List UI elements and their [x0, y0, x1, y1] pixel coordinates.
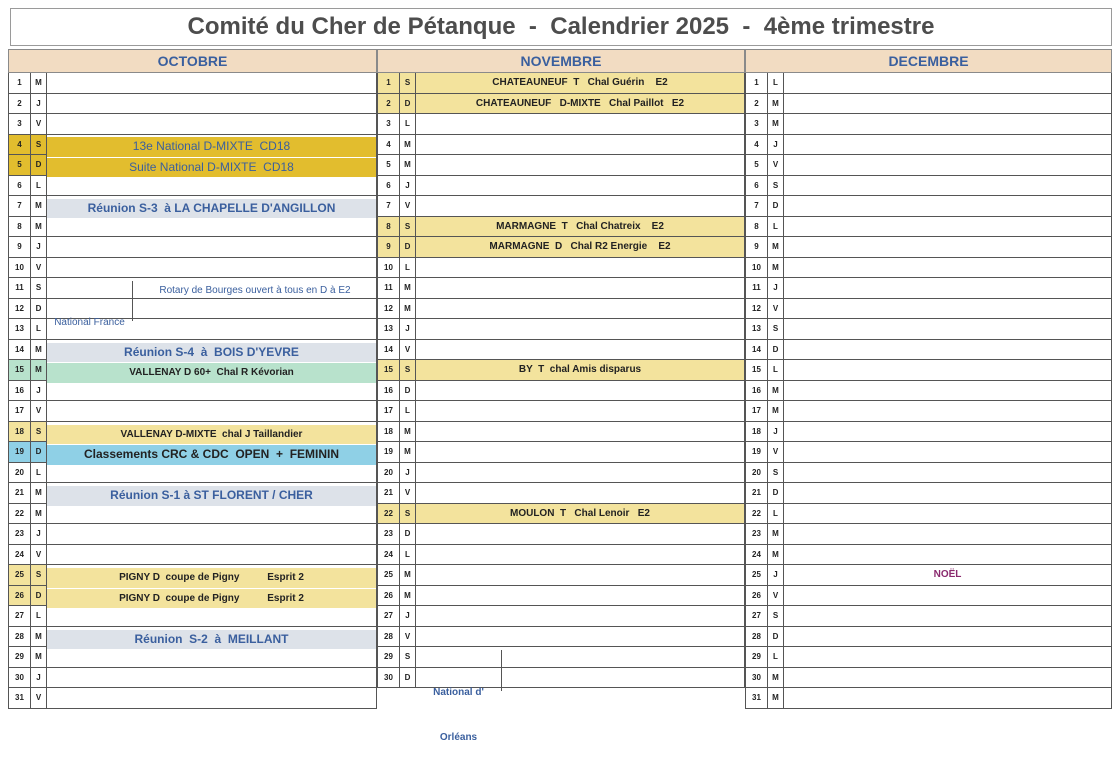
day-row	[377, 114, 745, 135]
day-letter: D	[400, 381, 416, 401]
event-oct-18: VALLENAY D-MIXTE chal J Taillandier	[47, 425, 376, 445]
day-number: 23	[378, 524, 400, 544]
day-number: 29	[378, 647, 400, 667]
day-row	[745, 422, 1112, 443]
event-nov-2: CHATEAUNEUF D-MIXTE Chal Paillot E2	[416, 94, 744, 114]
day-number: 21	[746, 483, 768, 503]
event-oct-11-national-france	[47, 281, 133, 328]
day-letter: L	[31, 319, 47, 339]
event-oct-11-rotary: Rotary de Bourges ouvert à tous en D à E2	[159, 285, 351, 296]
day-row	[377, 463, 745, 484]
day-number: 5	[9, 155, 31, 175]
day-letter: J	[768, 278, 784, 298]
day-letter: D	[768, 627, 784, 647]
day-letter: S	[400, 504, 416, 524]
day-letter: M	[31, 627, 47, 647]
day-number: 10	[746, 258, 768, 278]
day-letter: M	[768, 94, 784, 114]
day-number: 1	[378, 73, 400, 93]
day-row	[745, 442, 1112, 463]
day-letter: M	[400, 442, 416, 462]
day-letter: V	[768, 155, 784, 175]
day-number: 20	[378, 463, 400, 483]
day-letter: J	[31, 668, 47, 688]
day-row	[745, 627, 1112, 648]
day-letter: L	[768, 504, 784, 524]
day-row	[377, 401, 745, 422]
day-number: 2	[378, 94, 400, 114]
day-letter: J	[768, 422, 784, 442]
day-letter: L	[31, 606, 47, 626]
day-row	[745, 381, 1112, 402]
day-letter: V	[31, 401, 47, 421]
day-number: 2	[9, 94, 31, 114]
day-number: 2	[746, 94, 768, 114]
day-number: 15	[746, 360, 768, 380]
day-row	[377, 196, 745, 217]
day-letter: J	[31, 381, 47, 401]
day-number: 23	[746, 524, 768, 544]
day-letter: S	[400, 647, 416, 667]
day-row	[8, 524, 377, 545]
day-number: 31	[9, 688, 31, 708]
day-row	[745, 176, 1112, 197]
day-row	[745, 94, 1112, 115]
day-number: 17	[378, 401, 400, 421]
event-dec-25: NOËL	[933, 569, 962, 580]
day-row	[8, 73, 377, 94]
day-letter: D	[768, 340, 784, 360]
event-oct-15: VALLENAY D 60+ Chal R Kévorian	[47, 363, 376, 383]
event-oct-28: Réunion S-2 à MEILLANT	[47, 630, 376, 650]
day-letter: V	[768, 442, 784, 462]
day-letter: M	[400, 422, 416, 442]
day-number: 17	[9, 401, 31, 421]
day-letter: M	[400, 278, 416, 298]
day-row	[745, 545, 1112, 566]
day-row	[8, 545, 377, 566]
day-letter: L	[400, 114, 416, 134]
day-row	[745, 606, 1112, 627]
day-row	[8, 668, 377, 689]
day-letter: S	[31, 278, 47, 298]
day-number: 6	[9, 176, 31, 196]
day-row	[377, 524, 745, 545]
day-letter: L	[31, 463, 47, 483]
day-letter: S	[31, 422, 47, 442]
day-number: 6	[746, 176, 768, 196]
day-row	[745, 196, 1112, 217]
day-letter: S	[400, 360, 416, 380]
day-row	[745, 73, 1112, 94]
day-number: 11	[9, 278, 31, 298]
day-number: 27	[9, 606, 31, 626]
day-letter: L	[768, 647, 784, 667]
day-letter: D	[31, 442, 47, 462]
day-number: 30	[378, 668, 400, 688]
day-letter: D	[400, 237, 416, 257]
day-number: 24	[378, 545, 400, 565]
day-number: 23	[9, 524, 31, 544]
day-letter: M	[768, 668, 784, 688]
day-number: 12	[378, 299, 400, 319]
day-number: 16	[9, 381, 31, 401]
day-letter: M	[768, 114, 784, 134]
day-row	[745, 114, 1112, 135]
event-oct-26: PIGNY D coupe de Pigny Esprit 2	[47, 589, 376, 609]
day-number: 12	[9, 299, 31, 319]
event-oct-7: Réunion S-3 à LA CHAPELLE D'ANGILLON	[47, 199, 376, 219]
day-number: 11	[378, 278, 400, 298]
day-row	[745, 360, 1112, 381]
day-number: 24	[9, 545, 31, 565]
day-number: 26	[9, 586, 31, 606]
day-row	[8, 237, 377, 258]
day-row	[8, 504, 377, 525]
day-letter: L	[31, 176, 47, 196]
day-letter: D	[768, 483, 784, 503]
event-label: National d'	[433, 687, 484, 698]
day-number: 19	[9, 442, 31, 462]
day-number: 12	[746, 299, 768, 319]
day-letter: S	[768, 606, 784, 626]
day-letter: J	[400, 463, 416, 483]
day-row	[745, 135, 1112, 156]
day-letter: J	[400, 606, 416, 626]
event-nov-29-national-orleans	[416, 650, 502, 743]
day-letter: D	[31, 299, 47, 319]
day-number: 31	[746, 688, 768, 708]
day-row	[8, 217, 377, 238]
day-number: 10	[378, 258, 400, 278]
day-number: 13	[9, 319, 31, 339]
day-letter: D	[31, 586, 47, 606]
day-letter: J	[31, 237, 47, 257]
day-row	[745, 278, 1112, 299]
day-letter: V	[31, 688, 47, 708]
day-number: 13	[378, 319, 400, 339]
day-number: 4	[9, 135, 31, 155]
day-letter: M	[31, 196, 47, 216]
day-letter: M	[400, 299, 416, 319]
day-number: 7	[9, 196, 31, 216]
event-oct-14: Réunion S-4 à BOIS D'YEVRE	[47, 343, 376, 363]
day-number: 28	[746, 627, 768, 647]
day-row	[8, 606, 377, 627]
day-number: 5	[378, 155, 400, 175]
day-row	[377, 258, 745, 279]
day-letter: S	[31, 135, 47, 155]
day-letter: L	[768, 360, 784, 380]
day-number: 18	[746, 422, 768, 442]
day-letter: J	[400, 319, 416, 339]
day-letter: J	[768, 135, 784, 155]
day-number: 29	[746, 647, 768, 667]
day-letter: M	[768, 381, 784, 401]
day-number: 10	[9, 258, 31, 278]
event-oct-5: Suite National D-MIXTE CD18	[47, 158, 376, 178]
day-number: 28	[378, 627, 400, 647]
day-row	[745, 504, 1112, 525]
day-number: 22	[378, 504, 400, 524]
day-row	[745, 483, 1112, 504]
day-number: 9	[9, 237, 31, 257]
day-row	[745, 340, 1112, 361]
day-row	[377, 340, 745, 361]
day-letter: M	[31, 483, 47, 503]
day-letter: D	[400, 524, 416, 544]
day-letter: L	[768, 73, 784, 93]
event-nov-15: BY T chal Amis disparus	[416, 360, 744, 380]
day-row	[8, 688, 377, 709]
day-number: 4	[378, 135, 400, 155]
day-letter: D	[31, 155, 47, 175]
day-row	[8, 94, 377, 115]
day-letter: J	[400, 176, 416, 196]
day-row	[377, 135, 745, 156]
day-letter: D	[768, 196, 784, 216]
day-letter: M	[31, 504, 47, 524]
day-number: 3	[746, 114, 768, 134]
day-row	[745, 401, 1112, 422]
day-number: 3	[378, 114, 400, 134]
day-row	[377, 606, 745, 627]
month-header: NOVEMBRE	[377, 49, 745, 73]
day-letter: V	[31, 258, 47, 278]
day-letter: L	[400, 401, 416, 421]
day-number: 19	[378, 442, 400, 462]
day-number: 16	[378, 381, 400, 401]
event-nov-9: MARMAGNE D Chal R2 Energie E2	[416, 237, 744, 257]
day-row	[377, 319, 745, 340]
day-row	[377, 586, 745, 607]
day-letter: L	[400, 258, 416, 278]
day-letter: J	[31, 524, 47, 544]
day-letter: M	[400, 586, 416, 606]
day-number: 8	[746, 217, 768, 237]
day-letter: V	[400, 340, 416, 360]
day-row	[377, 627, 745, 648]
month-header: OCTOBRE	[8, 49, 377, 73]
day-number: 3	[9, 114, 31, 134]
day-row	[377, 299, 745, 320]
day-row	[377, 422, 745, 443]
day-row	[377, 565, 745, 586]
day-number: 17	[746, 401, 768, 421]
day-number: 7	[378, 196, 400, 216]
day-number: 15	[378, 360, 400, 380]
event-nov-8: MARMAGNE T Chal Chatreix E2	[416, 217, 744, 237]
day-letter: V	[768, 299, 784, 319]
day-row	[8, 463, 377, 484]
day-number: 14	[746, 340, 768, 360]
day-row	[8, 176, 377, 197]
day-letter: M	[31, 217, 47, 237]
day-number: 7	[746, 196, 768, 216]
day-letter: S	[400, 217, 416, 237]
day-letter: M	[31, 360, 47, 380]
day-row	[377, 442, 745, 463]
day-letter: J	[768, 565, 784, 585]
day-number: 21	[378, 483, 400, 503]
event-label: Orléans	[439, 732, 478, 743]
day-letter: V	[31, 545, 47, 565]
day-row	[377, 381, 745, 402]
day-number: 18	[378, 422, 400, 442]
event-nov-22: MOULON T Chal Lenoir E2	[416, 504, 744, 524]
day-number: 1	[9, 73, 31, 93]
day-number: 11	[746, 278, 768, 298]
event-oct-19: Classements CRC & CDC OPEN + FEMININ	[47, 445, 376, 465]
day-number: 22	[9, 504, 31, 524]
day-letter: V	[400, 196, 416, 216]
day-number: 30	[9, 668, 31, 688]
day-number: 4	[746, 135, 768, 155]
day-letter: M	[768, 258, 784, 278]
event-oct-25: PIGNY D coupe de Pigny Esprit 2	[47, 568, 376, 588]
day-letter: D	[400, 668, 416, 688]
day-row	[377, 176, 745, 197]
day-letter: S	[768, 319, 784, 339]
day-number: 26	[746, 586, 768, 606]
day-number: 27	[378, 606, 400, 626]
day-row	[745, 258, 1112, 279]
day-row	[745, 463, 1112, 484]
day-row	[377, 155, 745, 176]
day-row	[745, 647, 1112, 668]
day-letter: S	[31, 565, 47, 585]
day-letter: M	[768, 401, 784, 421]
day-letter: J	[31, 94, 47, 114]
day-letter: M	[768, 688, 784, 708]
day-row	[745, 668, 1112, 689]
day-letter: L	[400, 545, 416, 565]
day-row	[8, 647, 377, 668]
day-number: 30	[746, 668, 768, 688]
day-row	[745, 586, 1112, 607]
day-number: 14	[378, 340, 400, 360]
day-letter: M	[768, 524, 784, 544]
day-letter: M	[400, 565, 416, 585]
day-number: 15	[9, 360, 31, 380]
day-number: 25	[9, 565, 31, 585]
day-number: 24	[746, 545, 768, 565]
day-row	[745, 688, 1112, 709]
day-number: 18	[9, 422, 31, 442]
day-number: 21	[9, 483, 31, 503]
day-number: 27	[746, 606, 768, 626]
day-letter: M	[31, 647, 47, 667]
day-row	[377, 545, 745, 566]
day-number: 19	[746, 442, 768, 462]
day-letter: S	[768, 463, 784, 483]
day-letter: V	[400, 483, 416, 503]
day-row	[745, 155, 1112, 176]
day-number: 29	[9, 647, 31, 667]
day-number: 14	[9, 340, 31, 360]
day-number: 13	[746, 319, 768, 339]
day-letter: M	[768, 237, 784, 257]
day-number: 28	[9, 627, 31, 647]
day-letter: V	[400, 627, 416, 647]
month-header: DECEMBRE	[745, 49, 1112, 73]
day-letter: M	[768, 545, 784, 565]
day-number: 26	[378, 586, 400, 606]
day-number: 5	[746, 155, 768, 175]
day-row	[8, 114, 377, 135]
event-oct-4: 13e National D-MIXTE CD18	[47, 137, 376, 157]
day-letter: D	[400, 94, 416, 114]
day-letter: L	[768, 217, 784, 237]
day-number: 8	[9, 217, 31, 237]
day-number: 22	[746, 504, 768, 524]
day-number: 6	[378, 176, 400, 196]
day-letter: M	[31, 340, 47, 360]
day-number: 20	[9, 463, 31, 483]
day-letter: S	[400, 73, 416, 93]
day-letter: M	[400, 155, 416, 175]
day-number: 25	[746, 565, 768, 585]
day-row	[745, 524, 1112, 545]
day-number: 8	[378, 217, 400, 237]
day-row	[745, 217, 1112, 238]
day-row	[377, 278, 745, 299]
day-row	[745, 319, 1112, 340]
day-letter: M	[400, 135, 416, 155]
event-nov-1: CHATEAUNEUF T Chal Guérin E2	[416, 73, 744, 93]
day-letter: V	[768, 586, 784, 606]
day-row	[745, 237, 1112, 258]
event-oct-21: Réunion S-1 à ST FLORENT / CHER	[47, 486, 376, 506]
day-number: 1	[746, 73, 768, 93]
day-number: 16	[746, 381, 768, 401]
day-number: 9	[746, 237, 768, 257]
day-number: 25	[378, 565, 400, 585]
day-number: 20	[746, 463, 768, 483]
day-row	[8, 258, 377, 279]
page-title: Comité du Cher de Pétanque - Calendrier 2025 - 4ème trimestre	[10, 8, 1112, 46]
event-label: National France	[54, 317, 125, 328]
day-letter: S	[768, 176, 784, 196]
day-letter: M	[31, 73, 47, 93]
day-letter: V	[31, 114, 47, 134]
day-number: 9	[378, 237, 400, 257]
day-row	[377, 483, 745, 504]
day-row	[745, 299, 1112, 320]
